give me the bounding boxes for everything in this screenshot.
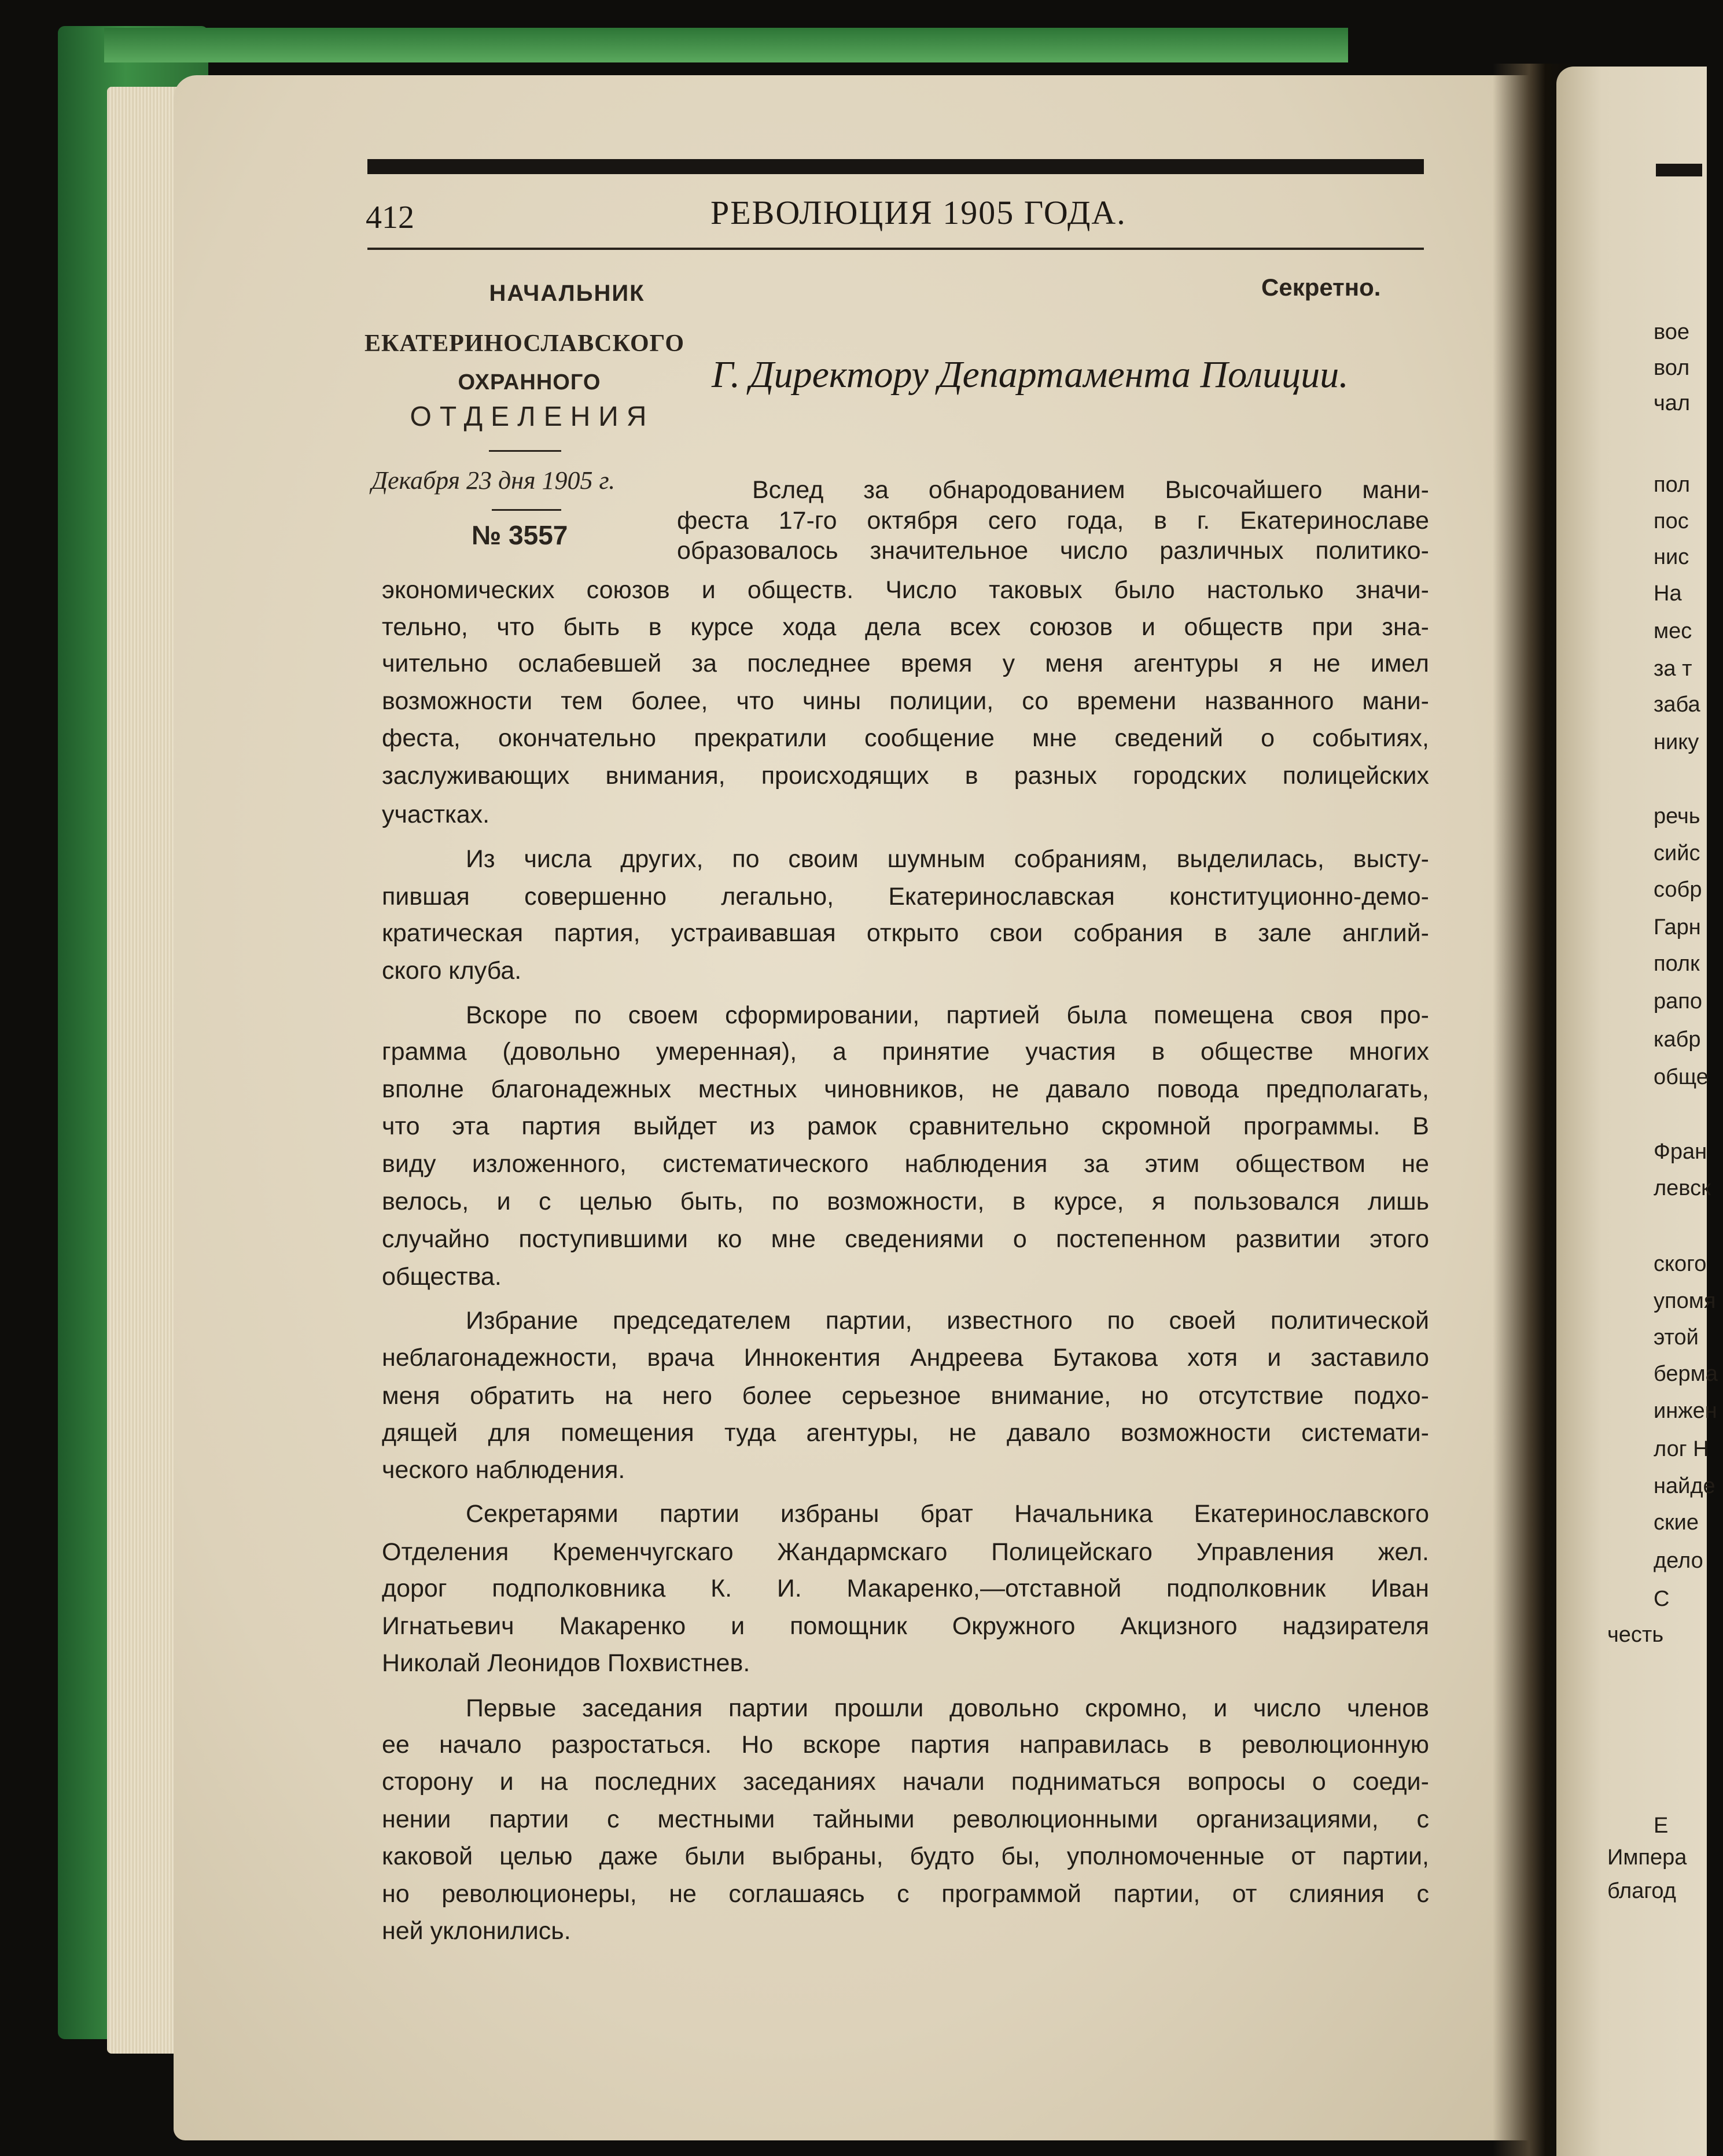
facing-page-line: вол — [1654, 356, 1690, 380]
body-line: ского клуба. — [382, 957, 522, 985]
body-line: что эта партия выйдет из рамок сравнительно скромной программы. В — [382, 1112, 1429, 1140]
facing-page-line: сийс — [1654, 841, 1700, 865]
letterhead-separator — [489, 450, 561, 452]
facing-page-line: ского — [1654, 1252, 1707, 1276]
facing-page-line: речь — [1654, 804, 1700, 828]
letterhead-line-4: ОТДЕЛЕНИЯ — [410, 401, 655, 432]
facing-page-line: Фран — [1654, 1140, 1707, 1164]
body-line: виду изложенного, систематического наблюдения за этим обществом не — [382, 1150, 1429, 1178]
facing-page-line: обще — [1654, 1065, 1709, 1089]
letterhead-line-1: НАЧАЛЬНИК — [489, 281, 645, 306]
header-rule-thin — [367, 248, 1424, 250]
body-line: пившая совершенно легально, Екатеринославская конституционно-демо- — [382, 883, 1429, 911]
body-line: участках. — [382, 801, 490, 828]
body-line: Вскоре по своем сформировании, партией была помещена своя про- — [466, 1001, 1429, 1029]
body-line: случайно поступившими ко мне сведениями о постепенном развитии этого — [382, 1225, 1429, 1253]
facing-page-line: собр — [1654, 878, 1702, 902]
page-number: 412 — [366, 200, 414, 235]
body-line: ней уклонились. — [382, 1917, 571, 1945]
body-line: Первые заседания партии прошли довольно скромно, и число членов — [466, 1694, 1429, 1722]
facing-page-line: Импера — [1607, 1845, 1687, 1870]
running-head: РЕВОЛЮЦИЯ 1905 ГОДА. — [710, 194, 1126, 231]
body-line: сторону и на последних заседаниях начали подниматься вопросы о соеди- — [382, 1768, 1429, 1796]
body-line: велось, и с целью быть, по возможности, в курсе, я пользовался лишь — [382, 1188, 1429, 1215]
facing-page-line: мес — [1654, 619, 1692, 643]
header-rule-thick — [367, 159, 1424, 174]
facing-page-line: На — [1654, 581, 1682, 606]
body-line: феста 17-го октября сего года, в г. Екатеринославе — [677, 507, 1429, 535]
body-line: Игнатьевич Макаренко и помощник Окружного Акцизного надзирателя — [382, 1612, 1429, 1640]
facing-page-line: дело — [1654, 1549, 1703, 1573]
body-line: неблагонадежности, врача Иннокентия Андреева Бутакова хотя и заставило — [382, 1344, 1429, 1372]
body-line: дорог подполковника К. И. Макаренко,—отставной подполковник Иван — [382, 1575, 1429, 1602]
facing-page-line: Гарн — [1654, 915, 1701, 939]
body-line: Николай Леонидов Похвистнев. — [382, 1649, 750, 1677]
body-line: каковой целью даже были выбраны, будто бы, уполномоченные от партии, — [382, 1842, 1429, 1870]
body-line: заслуживающих внимания, происходящих в разных городских полицейских — [382, 762, 1429, 790]
document-number: № 3557 — [472, 520, 568, 550]
body-line: Избрание председателем партии, известного по своей политической — [466, 1307, 1429, 1335]
body-line: Отделения Кременчугскаго Жандармскаго Полицейскаго Управления жел. — [382, 1538, 1429, 1566]
body-line: но революционеры, не соглашаясь с программой партии, от слияния с — [382, 1880, 1429, 1908]
book-cover-top — [104, 28, 1348, 62]
facing-page-line: полк — [1654, 952, 1700, 976]
letter-date: Декабря 23 дня 1905 г. — [371, 466, 616, 495]
date-separator — [492, 509, 561, 511]
body-line: вполне благонадежных местных чиновников, не давало повода предполагать, — [382, 1075, 1429, 1103]
facing-page-line: инжен — [1654, 1399, 1717, 1423]
facing-page-line: берма — [1654, 1362, 1718, 1386]
facing-page-line: лог Н — [1654, 1437, 1709, 1461]
facing-page-line: найде — [1654, 1474, 1715, 1498]
facing-page-line: пос — [1654, 509, 1689, 533]
classification-mark: Секретно. — [1261, 274, 1381, 301]
facing-page-line: честь — [1607, 1623, 1664, 1647]
body-line: феста, окончательно прекратили сообщение мне сведений о событиях, — [382, 724, 1429, 752]
addressee: Г. Директору Департамента Полиции. — [712, 353, 1349, 396]
facing-page-line: нику — [1654, 730, 1699, 754]
body-line: экономических союзов и обществ. Число таковых было настолько значи- — [382, 576, 1429, 604]
facing-page-line: заба — [1654, 692, 1700, 717]
facing-page-line: нис — [1654, 545, 1689, 569]
body-line: возможности тем более, что чины полиции, со времени названного мани- — [382, 687, 1429, 715]
facing-page-line: этой — [1654, 1325, 1699, 1350]
letterhead-line-3: ОХРАННОГО — [458, 370, 601, 395]
facing-header-rule — [1656, 164, 1702, 176]
facing-page-line: упомя — [1654, 1289, 1716, 1313]
facing-page-line: Е — [1654, 1814, 1669, 1838]
body-line: нении партии с местными тайными революционными организациями, с — [382, 1805, 1429, 1833]
facing-page-line: чал — [1654, 391, 1691, 415]
body-line: грамма (довольно умеренная), а принятие участия в обществе многих — [382, 1038, 1429, 1066]
body-line: дящей для помещения туда агентуры, не давало возможности системати- — [382, 1419, 1429, 1447]
facing-page-line: за т — [1654, 657, 1692, 681]
body-line: ческого наблюдения. — [382, 1456, 625, 1484]
facing-page-line: кабр — [1654, 1027, 1701, 1052]
facing-page-line: ские — [1654, 1510, 1699, 1535]
facing-page-line: С — [1654, 1587, 1670, 1611]
letterhead-line-2: ЕКАТЕРИНОСЛАВСКОГО — [365, 330, 684, 357]
body-line: Из числа других, по своим шумным собраниям, выделилась, высту- — [466, 845, 1429, 873]
facing-page-line: вое — [1654, 320, 1690, 344]
facing-page-line: пол — [1654, 473, 1691, 497]
facing-page-line: рапо — [1654, 989, 1702, 1013]
facing-page-line: благод — [1607, 1879, 1676, 1903]
body-line: тельно, что быть в курсе хода дела всех союзов и обществ при зна- — [382, 613, 1429, 641]
body-line: меня обратить на него более серьезное внимание, но отсутствие подхо- — [382, 1382, 1429, 1410]
facing-page-line: левск — [1654, 1176, 1711, 1200]
body-line: образовалось значительное число различных политико- — [677, 537, 1429, 565]
body-line: общества. — [382, 1263, 502, 1291]
body-line: Секретарями партии избраны брат Начальника Екатеринославского — [466, 1500, 1429, 1528]
body-line: ее начало разростаться. Но вскоре партия направилась в революционную — [382, 1731, 1429, 1759]
body-line: кратическая партия, устраивавшая открыто свои собрания в зале англий- — [382, 919, 1429, 947]
body-line: Вслед за обнародованием Высочайшего мани- — [752, 476, 1429, 504]
body-line: чительно ослабевшей за последнее время у меня агентуры я не имел — [382, 650, 1429, 677]
